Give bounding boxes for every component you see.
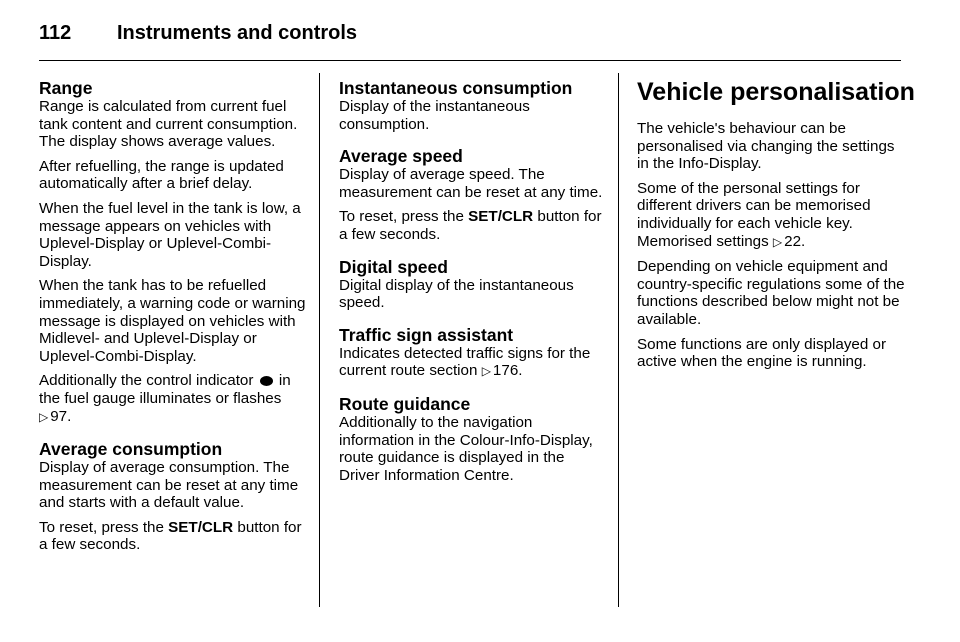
average-consumption-reset-text-a: To reset, press the [39, 518, 164, 536]
average-speed-paragraph-1: Display of average speed. The measurement can be reset at any time. [339, 166, 603, 201]
page-header [39, 18, 357, 48]
column-divider-1 [319, 73, 320, 607]
range-paragraph-5-reference[interactable]: 97. [50, 407, 72, 425]
vehicle-personalisation-paragraph-2-text: Some of the personal settings for different drivers can be memorised individually for each vehicle key. Memorised settings [637, 179, 871, 250]
vehicle-personalisation-paragraph-3: Depending on vehicle equipment and country-specific regulations some of the functions described below might not be available. [637, 258, 905, 328]
traffic-sign-assistant-text: Indicates detected traffic signs for the current route section [339, 344, 591, 380]
instantaneous-consumption-paragraph: Display of the instantaneous consumption. [339, 98, 530, 133]
range-paragraph-5-text-b: in the fuel gauge illuminates or flashes [39, 372, 291, 407]
column-2 [339, 78, 609, 484]
cross-reference-arrow-icon: ▷ [481, 364, 491, 379]
set-clr-key-label: SET/CLR [468, 208, 534, 226]
average-speed-reset-text-b: button for a few seconds. [339, 208, 602, 243]
average-speed-paragraph-2 [339, 208, 609, 243]
header-divider [39, 60, 901, 61]
route-guidance-heading: Route guidance [339, 393, 471, 414]
route-guidance-paragraph: Additionally to the navigation information in the Colour-Info-Display, route guidance is displayed in the Driver Information Centre. [339, 413, 593, 484]
page-number: 112 [39, 22, 72, 44]
digital-speed-heading: Digital speed [339, 256, 448, 277]
traffic-sign-assistant-heading: Traffic sign assistant [339, 324, 514, 345]
digital-speed-paragraph: Digital display of the instantaneous speed. [339, 276, 574, 312]
vehicle-personalisation-paragraph-4: Some functions are only displayed or active when the engine is running. [637, 335, 887, 371]
average-speed-heading: Average speed [339, 146, 463, 167]
average-consumption-reset-text-b: button for a few seconds. [39, 518, 302, 554]
cross-reference-arrow-icon: ▷ [39, 409, 49, 424]
range-paragraph-4: When the tank has to be refuelled immediately, a warning code or warning message is displayed on vehicles with Midlevel- and Uplevel-Display or Uplevel-Combi-Display. [39, 277, 306, 365]
average-speed-reset-text-a: To reset, press the [339, 208, 464, 226]
vehicle-personalisation-heading: Vehicle personalisation [637, 78, 915, 106]
range-paragraph-5 [39, 372, 309, 426]
fuel-control-indicator-icon [260, 376, 273, 386]
average-consumption-heading: Average consumption [39, 439, 223, 460]
column-3 [637, 78, 915, 371]
average-consumption-paragraph-1: Display of average consumption. The measurement can be reset at any time and starts with a default value. [39, 459, 299, 512]
column-divider-2 [618, 73, 619, 607]
vehicle-personalisation-paragraph-2 [637, 180, 907, 251]
range-paragraph-2: After refuelling, the range is updated automatically after a brief delay. [39, 157, 284, 193]
page-title: Instruments and controls [117, 22, 358, 44]
column-1 [39, 78, 309, 554]
range-paragraph-3: When the fuel level in the tank is low, a message appears on vehicles with Uplevel-Display or Uplevel-Combi-Display. [39, 199, 301, 270]
vehicle-personalisation-paragraph-1: The vehicle's behaviour can be personalised via changing the settings in the Info-Display. [637, 120, 895, 173]
range-heading: Range [39, 78, 93, 98]
set-clr-key-label: SET/CLR [168, 518, 234, 536]
traffic-sign-assistant-reference[interactable]: 176. [492, 362, 523, 380]
range-paragraph-1: Range is calculated from current fuel tank content and current consumption. The display shows average values. [39, 98, 298, 151]
average-consumption-paragraph-2 [39, 519, 309, 554]
cross-reference-arrow-icon: ▷ [772, 234, 783, 249]
memorised-settings-reference[interactable]: 22. [784, 232, 806, 250]
instantaneous-consumption-heading: Instantaneous consumption [339, 78, 573, 98]
traffic-sign-assistant-paragraph [339, 345, 609, 381]
range-paragraph-5-text-a: Additionally the control indicator [39, 372, 254, 390]
